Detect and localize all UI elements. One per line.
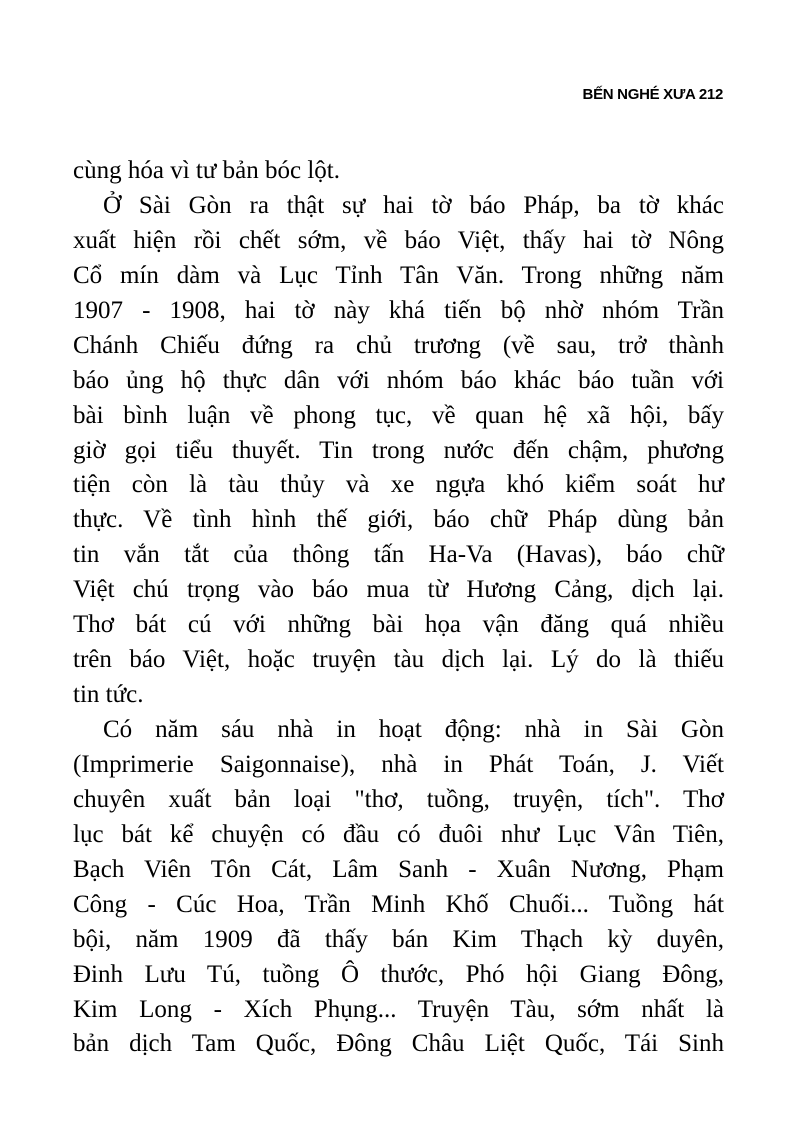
text-line: giờ gọi tiểu thuyết. Tin trong nước đến chậm, phương (73, 436, 724, 464)
text-line: Bạch Viên Tôn Cát, Lâm Sanh - Xuân Nương, Phạm (73, 855, 724, 883)
text-line: (Imprimerie Saigonnaise), nhà in Phát Toán, J. Viết (73, 750, 724, 778)
text-line: trên báo Việt, hoặc truyện tàu dịch lại. Lý do là thiếu (73, 646, 724, 674)
running-header: BẾN NGHÉ XƯA 212 (582, 86, 723, 103)
text-line: lục bát kể chuyện có đầu có đuôi như Lục Vân Tiên, (73, 820, 724, 848)
text-line: Ở Sài Gòn ra thật sự hai tờ báo Pháp, ba tờ khác (103, 191, 724, 219)
body-text (73, 154, 724, 1062)
text-line: thực. Về tình hình thế giới, báo chữ Pháp dùng bản (73, 506, 724, 534)
text-line: 1907 - 1908, hai tờ này khá tiến bộ nhờ nhóm Trần (73, 296, 724, 324)
text-line: Việt chú trọng vào báo mua từ Hương Cảng, dịch lại. (73, 576, 724, 604)
text-line: tiện còn là tàu thủy và xe ngựa khó kiểm soát hư (73, 471, 724, 499)
text-line: Chánh Chiếu đứng ra chủ trương (về sau, trở thành (73, 331, 724, 359)
text-line: xuất hiện rồi chết sớm, về báo Việt, thấy hai tờ Nông (73, 226, 724, 254)
text-line: Có năm sáu nhà in hoạt động: nhà in Sài Gòn (103, 716, 724, 743)
text-line: Đinh Lưu Tú, tuồng Ô thước, Phó hội Giang Đông, (73, 960, 724, 988)
text-line: bội, năm 1909 đã thấy bán Kim Thạch kỳ duyên, (73, 925, 724, 953)
text-line: tin vắn tắt của thông tấn Ha-Va (Havas), báo chữ (73, 541, 724, 569)
text-line: bản dịch Tam Quốc, Đông Châu Liệt Quốc, Tái Sinh (73, 1030, 724, 1058)
text-line: Kim Long - Xích Phụng... Truyện Tàu, sớm nhất là (73, 995, 724, 1023)
text-line: chuyên xuất bản loại "thơ, tuồng, truyện, tích". Thơ (73, 785, 724, 813)
text-line: Công - Cúc Hoa, Trần Minh Khố Chuối... Tuồng hát (73, 890, 724, 918)
text-line: bài bình luận về phong tục, về quan hệ xã hội, bấy (73, 401, 724, 429)
text-line: Thơ bát cú với những bài họa vận đăng quá nhiều (73, 611, 724, 639)
text-line: báo ủng hộ thực dân với nhóm báo khác báo tuần với (73, 366, 724, 394)
text-line: tin tức. (73, 681, 144, 709)
text-line: Cổ mín dàm và Lục Tỉnh Tân Văn. Trong những năm (73, 261, 724, 289)
text-line: cùng hóa vì tư bản bóc lột. (73, 157, 340, 184)
